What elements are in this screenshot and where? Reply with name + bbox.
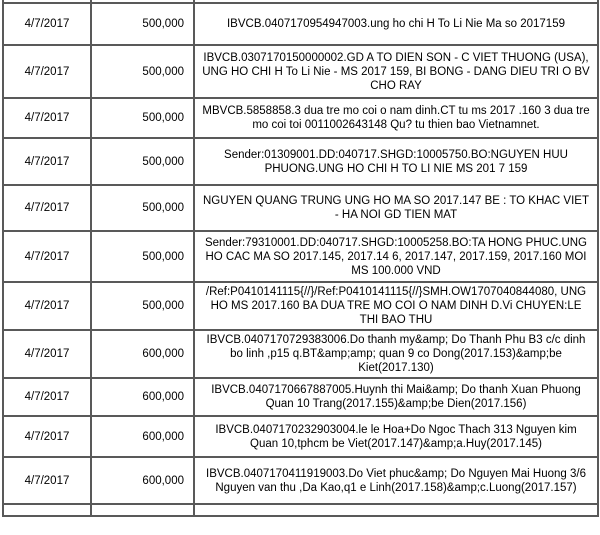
date-cell: 4/7/2017 (3, 282, 91, 330)
date-cell: 4/7/2017 (3, 185, 91, 231)
partial-amount-cell (91, 504, 194, 516)
description-cell: IBVCB.0307170150000002.GD A TO DIEN SON - C VIET THUONG (USA), UNG HO CHI H To Li Nie - MS 2017 159, BI BONG - DANG DIEU TRI O BV CHO RAY (194, 45, 598, 98)
date-cell: 4/7/2017 (3, 231, 91, 282)
description-cell: Sender:01309001.DD:040717.SHGD:10005750.BO:NGUYEN HUU PHUONG.UNG HO CHI H TO LI NIE MS 201 7 159 (194, 138, 598, 185)
table-row (3, 282, 598, 330)
table-row (3, 378, 598, 416)
partial-description-cell (194, 504, 598, 516)
amount-cell: 600,000 (91, 416, 194, 457)
description-cell: MBVCB.5858858.3 dua tre mo coi o nam dinh.CT tu ms 2017 .160 3 dua tre mo coi toi 0011002643148 Qu? tu thien bao Vietnamnet. (194, 98, 598, 138)
table-row (3, 416, 598, 457)
table-row (3, 457, 598, 504)
date-cell: 4/7/2017 (3, 98, 91, 138)
table-row (3, 98, 598, 138)
transactions-body (3, 0, 598, 516)
table-row (3, 330, 598, 378)
amount-cell: 500,000 (91, 282, 194, 330)
date-cell: 4/7/2017 (3, 457, 91, 504)
amount-cell: 500,000 (91, 45, 194, 98)
description-cell: NGUYEN QUANG TRUNG UNG HO MA SO 2017.147 BE : TO KHAC VIET - HA NOI GD TIEN MAT (194, 185, 598, 231)
table-row (3, 185, 598, 231)
amount-cell: 500,000 (91, 231, 194, 282)
description-cell: IBVCB.0407170667887005.Huynh thi Mai&amp; Do thanh Xuan Phuong Quan 10 Trang(2017.155)&amp;be Dien(2017.156) (194, 378, 598, 416)
partial-row-bottom (3, 504, 598, 516)
date-cell: 4/7/2017 (3, 378, 91, 416)
description-cell: IBVCB.0407170232903004.le le Hoa+Do Ngoc Thach 313 Nguyen kim Quan 10,tphcm be Viet(2017.147)&amp;a.Huy(2017.145) (194, 416, 598, 457)
amount-cell: 500,000 (91, 138, 194, 185)
date-cell: 4/7/2017 (3, 3, 91, 45)
table-row (3, 3, 598, 45)
description-cell: Sender:79310001.DD:040717.SHGD:10005258.BO:TA HONG PHUC.UNG HO CAC MA SO 2017.145, 2017.14 6, 2017.147, 2017.159, 2017.160 MOI MS 100.000 VND (194, 231, 598, 282)
date-cell: 4/7/2017 (3, 45, 91, 98)
transactions-table (2, 0, 599, 517)
amount-cell: 500,000 (91, 3, 194, 45)
amount-cell: 600,000 (91, 330, 194, 378)
amount-cell: 500,000 (91, 185, 194, 231)
description-cell: IBVCB.0407170954947003.ung ho chi H To Li Nie Ma so 2017159 (194, 3, 598, 45)
amount-cell: 600,000 (91, 378, 194, 416)
partial-date-cell (3, 504, 91, 516)
description-cell: /Ref:P0410141115{//}/Ref:P0410141115{//}SMH.OW1707040844080, UNG HO MS 2017.160 BA DUA TRE MO COI O NAM DINH D.Vi CHUYEN:LE THI BAO THU (194, 282, 598, 330)
description-cell: IBVCB.0407170729383006.Do thanh my&amp; Do Thanh Phu B3 c/c dinh bo linh ,p15 q.BT&amp;amp; quan 9 co Dong(2017.153)&amp;be Kiet(2017.130) (194, 330, 598, 378)
date-cell: 4/7/2017 (3, 416, 91, 457)
table-row (3, 231, 598, 282)
amount-cell: 600,000 (91, 457, 194, 504)
table-row (3, 138, 598, 185)
date-cell: 4/7/2017 (3, 330, 91, 378)
date-cell: 4/7/2017 (3, 138, 91, 185)
amount-cell: 500,000 (91, 98, 194, 138)
description-cell: IBVCB.0407170411919003.Do Viet phuc&amp; Do Nguyen Mai Huong 3/6 Nguyen van thu ,Da Kao,q1 e Linh(2017.158)&amp;c.Luong(2017.157) (194, 457, 598, 504)
table-row (3, 45, 598, 98)
